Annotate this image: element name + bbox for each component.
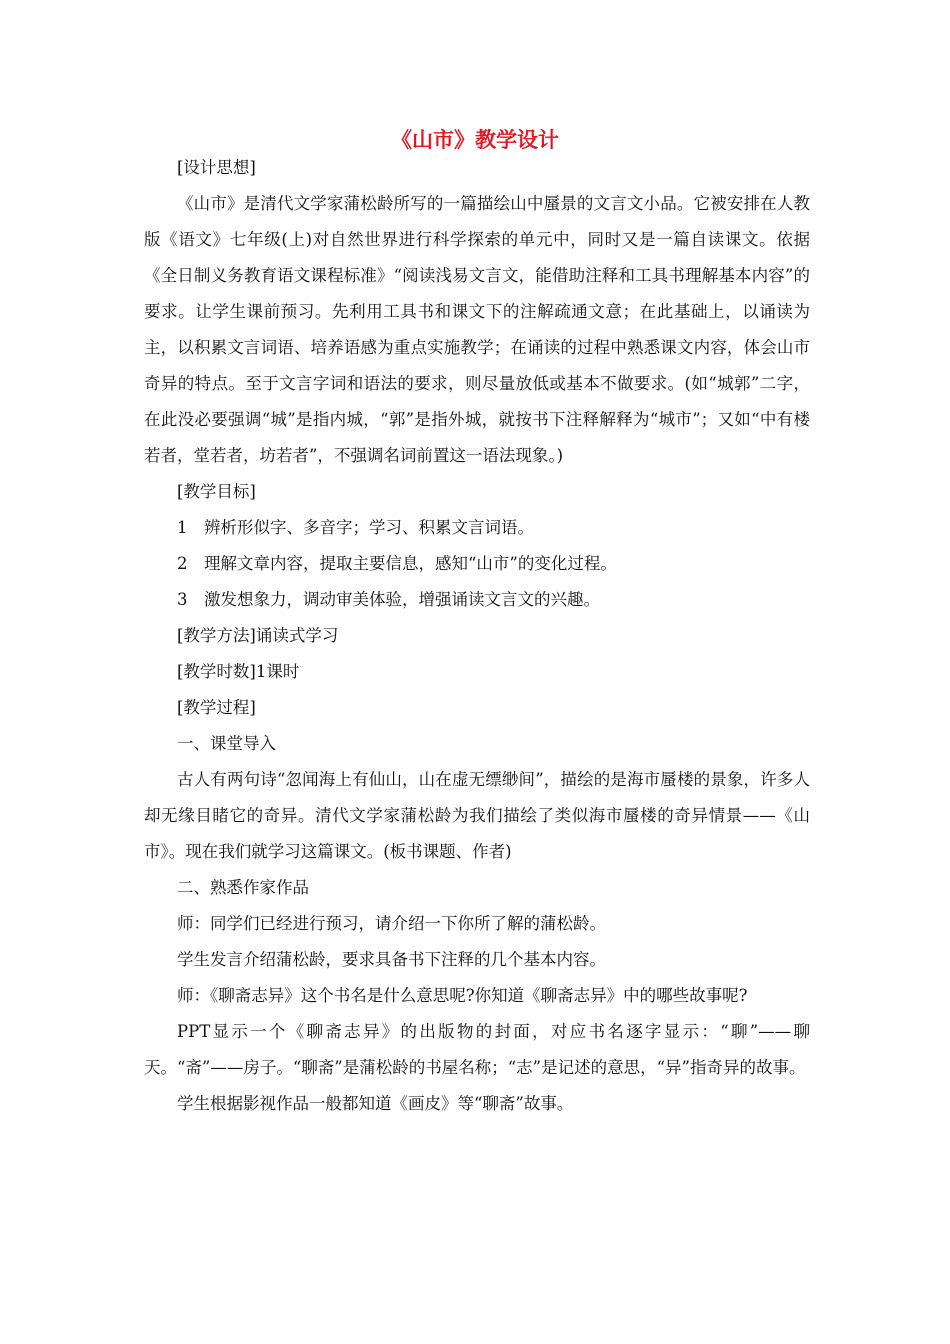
paragraph-teacher-question-2: 师：《聊斋志异》这个书名是什么意思呢?你知道《聊斋志异》中的哪些故事呢?: [177, 986, 748, 1005]
subheading-introduction: 一、课堂导入: [177, 734, 276, 753]
paragraph-design-idea: 《山市》是清代文学家蒲松龄所写的一篇描绘山中蜃景的文言文小品。它被安排在人教版《语文》七年级(上)对自然世界进行科学探索的单元中，同时又是一篇自读课文。依据《全日制义务教育语文课程标准》“阅读浅易文言文，能借助注释和工具书理解基本内容”的要求。让学生课前预习。先利用工具书和课文下的注解疏通文意；在此基础上，以诵读为主，以积累文言词语、培养语感为重点实施教学；在诵读的过程中熟悉课文内容，体会山市奇异的特点。至于文言字词和语法的要求，则尽量放低或基本不做要求。(如“城郭”二字，在此没必要强调“城”是指内城，“郭”是指外城，就按书下注释解释为“城市”；又如“中有楼若者，堂若者，坊若者”，不强调名词前置这一语法现象。): [144, 194, 810, 465]
section-heading-teaching-process: [教学过程]: [177, 698, 256, 717]
paragraph-student-response-1: 学生发言介绍蒲松龄，要求具备书下注释的几个基本内容。: [177, 950, 606, 969]
document-body: [144, 150, 810, 1122]
section-heading-teaching-method: [教学方法]诵读式学习: [177, 626, 339, 645]
paragraph-introduction: 古人有两句诗“忽闻海上有仙山，山在虚无缥缈间”，描绘的是海市蜃楼的景象，许多人却无缘目睹它的奇异。清代文学家蒲松龄为我们描绘了类似海市蜃楼的奇异情景——《山市》。现在我们就学习这篇课文。(板书课题、作者): [144, 770, 810, 861]
section-heading-teaching-goals: [教学目标]: [177, 482, 256, 501]
subheading-author-works: 二、熟悉作家作品: [177, 878, 309, 897]
paragraph-ppt-display: PPT显示一个《聊斋志异》的出版物的封面，对应书名逐字显示：“聊”——聊天。“斋”——房子。“聊斋”是蒲松龄的书屋名称；“志”是记述的意思，“异”指奇异的故事。: [144, 1022, 810, 1077]
section-heading-teaching-hours: [教学时数]1课时: [177, 662, 300, 681]
goal-item-2: 2 理解文章内容，提取主要信息，感知“山市”的变化过程。: [177, 554, 617, 573]
section-heading-design-idea: [设计思想]: [177, 158, 256, 177]
document-title: 《山市》教学设计: [391, 128, 559, 152]
goal-item-1: 1 辨析形似字、多音字；学习、积累文言词语。: [177, 518, 534, 537]
goal-item-3: 3 激发想象力，调动审美体验，增强诵读文言文的兴趣。: [177, 590, 600, 609]
paragraph-student-response-2: 学生根据影视作品一般都知道《画皮》等“聊斋”故事。: [177, 1094, 574, 1113]
paragraph-teacher-question-1: 师：同学们已经进行预习，请介绍一下你所了解的蒲松龄。: [177, 914, 606, 933]
